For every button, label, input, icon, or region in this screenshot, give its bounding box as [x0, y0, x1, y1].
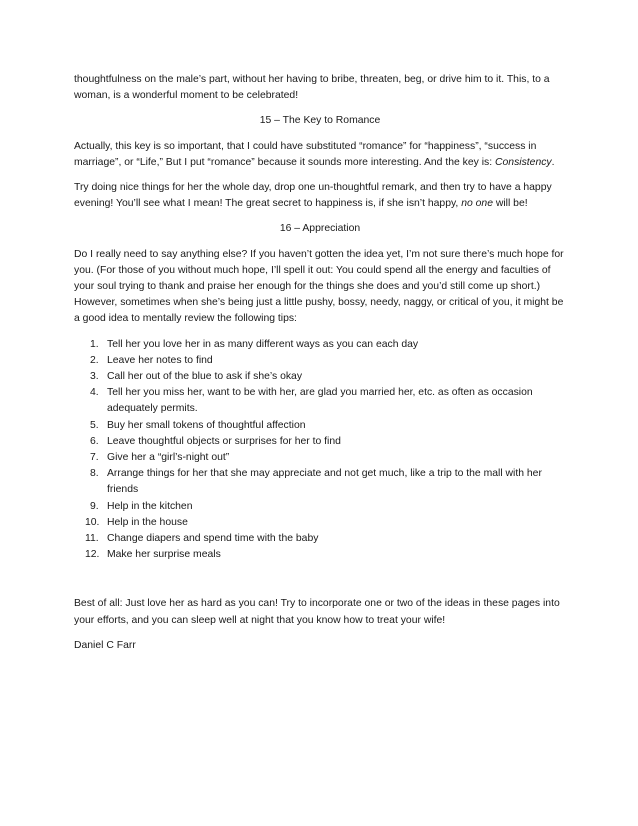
tip-number: 7. [90, 452, 99, 464]
tip-number: 5. [90, 419, 99, 431]
tip-number: 8. [90, 468, 99, 480]
tip-number: 10. [85, 516, 100, 528]
heading-appreciation: 16 – Appreciation [279, 223, 361, 235]
tip-text: Call her out of the blue to ask if she’s okay [107, 371, 303, 383]
tip-list-item [74, 547, 566, 563]
tip-list-item [74, 466, 566, 498]
paragraph-appreciation: Do I really need to say anything else? If you haven’t gotten the idea yet, I’m not sure there’s much hope for you. (For those of you without much hope, I’ll spell it out: You could spend all the energy and faculties of your soul trying to thank and praise her enough for the things she does and you’d still come up short.) However, sometimes when she’s being just a little pushy, bossy, needy, naggy, or critical of you, it might be a good idea to mentally review the following tips: [74, 248, 564, 325]
tip-list-item [74, 531, 566, 547]
tip-text: Tell her you miss her, want to be with her, are glad you married her, etc. as often as occasion adequately permits. [107, 387, 533, 415]
tip-text: Leave her notes to find [107, 354, 213, 366]
tip-text: Arrange things for her that she may appreciate and not get much, like a trip to the mall with her friends [107, 468, 542, 496]
tip-text: Leave thoughtful objects or surprises for her to find [107, 435, 341, 447]
tip-list-item [74, 353, 566, 369]
tip-text: Make her surprise meals [107, 549, 221, 561]
paragraph-happy-evening [74, 180, 566, 212]
emphasis-no-one: no one [461, 198, 493, 210]
paragraph-best-of-all: Best of all: Just love her as hard as you can! Try to incorporate one or two of the ideas in these pages into your efforts, and you can sleep well at night that you know how to treat your wife! [74, 598, 560, 626]
tip-text: Help in the house [107, 516, 188, 528]
paragraph-intro: thoughtfulness on the male’s part, without her having to bribe, threaten, beg, or drive him to it. This, to a woman, is a wonderful moment to be celebrated! [74, 74, 550, 102]
tip-text: Give her a “girl’s-night out” [107, 452, 230, 464]
tip-number: 2. [90, 354, 99, 366]
tip-number: 4. [90, 387, 99, 399]
paragraph-happy-evening-end: will be! [492, 198, 528, 210]
tip-list-item [74, 450, 566, 466]
tip-list-item [74, 499, 566, 515]
tip-number: 12. [85, 549, 100, 561]
tips-list [74, 337, 566, 564]
tip-number: 6. [90, 435, 99, 447]
tip-number: 1. [90, 338, 99, 350]
tip-list-item [74, 515, 566, 531]
paragraph-happy-evening-text: Try doing nice things for her the whole day, drop one un-thoughtful remark, and then try to have a happy evening! You’ll see what I mean! The great secret to happiness is, if she isn’t happy, [74, 182, 552, 210]
tip-text: Tell her you love her in as many different ways as you can each day [107, 338, 419, 350]
heading-key-to-romance: 15 – The Key to Romance [259, 115, 381, 127]
emphasis-consistency: Consistency [495, 156, 552, 168]
tip-text: Help in the kitchen [107, 500, 193, 512]
tip-list-item [74, 385, 566, 417]
paragraph-consistency [74, 139, 566, 171]
paragraph-consistency-text: Actually, this key is so important, that I could have substituted “romance” for “happiness”, “success in marriage”, or “Life,” But I put “romance” because it sounds more interesting. And the key is: [74, 140, 537, 168]
tip-list-item [74, 434, 566, 450]
tip-text: Buy her small tokens of thoughtful affection [107, 419, 306, 431]
tip-list-item [74, 418, 566, 434]
paragraph-consistency-end: . [551, 156, 555, 168]
signature: Daniel C Farr [74, 639, 136, 651]
tip-text: Change diapers and spend time with the baby [107, 533, 319, 545]
tip-number: 9. [90, 500, 99, 512]
spacer [74, 563, 566, 596]
tip-list-item [74, 369, 566, 385]
tip-list-item [74, 337, 566, 353]
tip-number: 11. [85, 533, 99, 545]
tip-number: 3. [90, 371, 99, 383]
document-page [74, 72, 566, 654]
